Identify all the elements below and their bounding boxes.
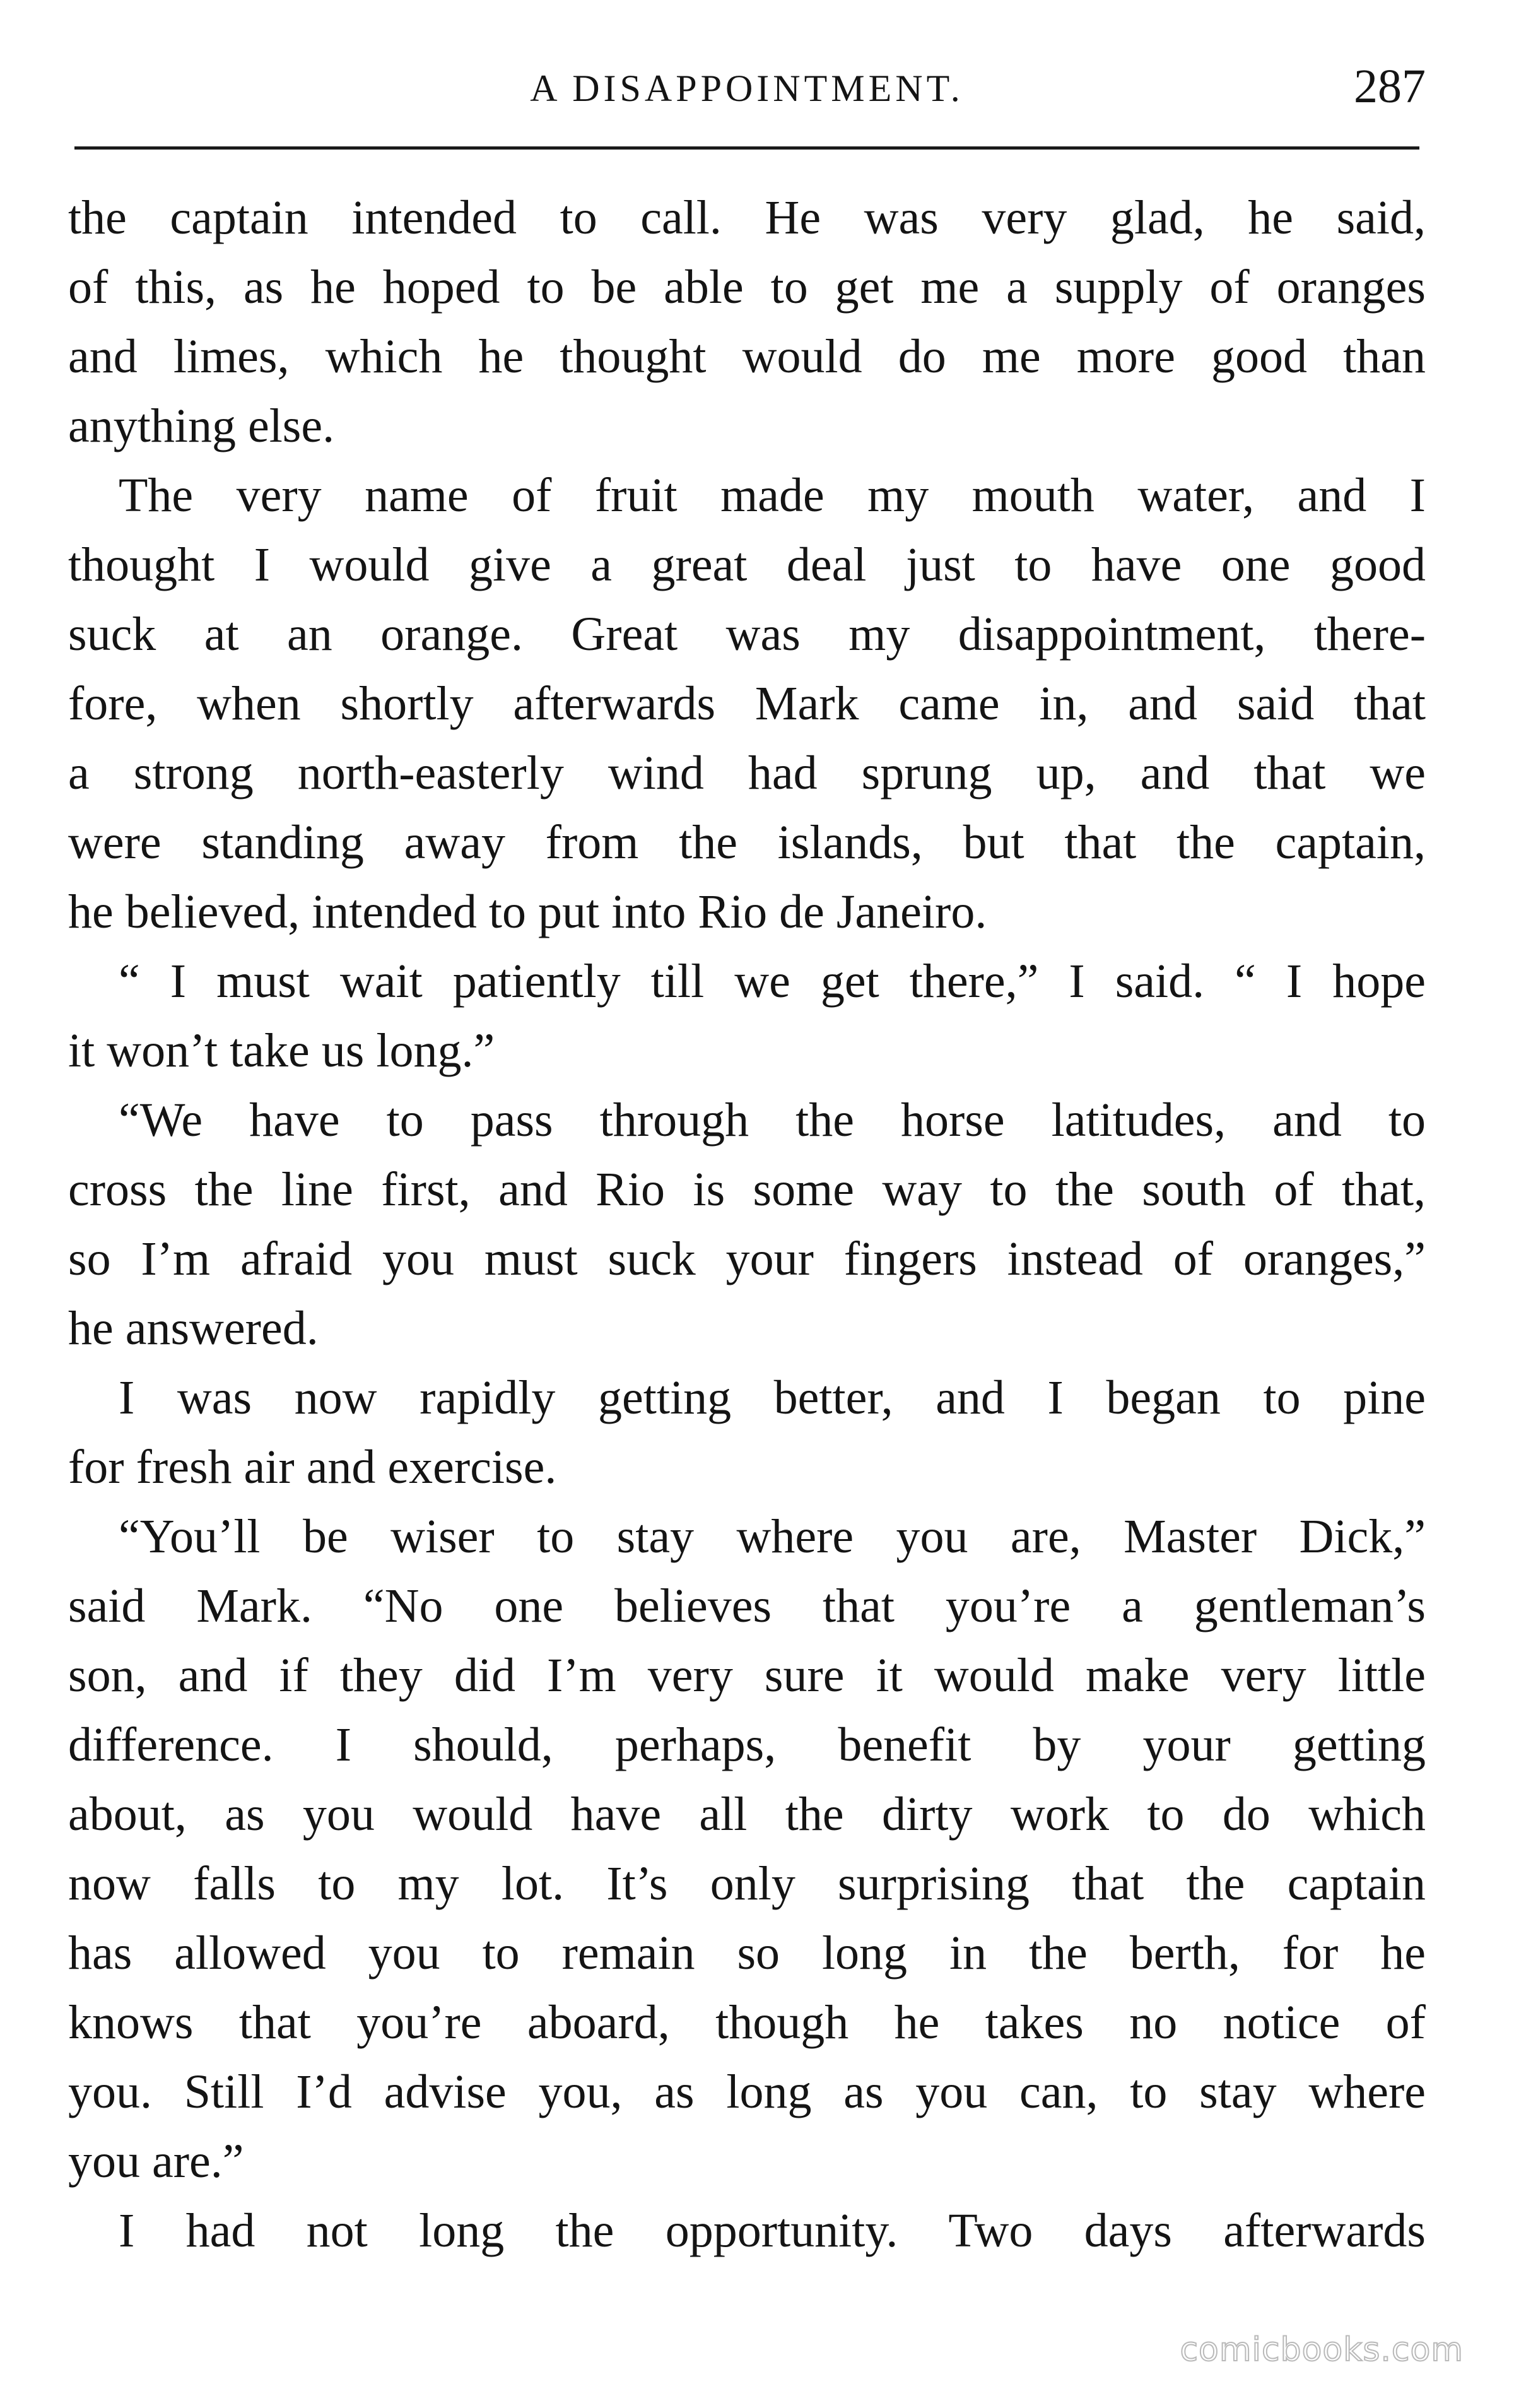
text-line: for fresh air and exercise. [68, 1441, 557, 1494]
text-line: he answered. [68, 1302, 319, 1355]
page-body [68, 183, 1426, 2265]
text-line: fore, when shortly afterwards Mark came in, and said that [68, 677, 1426, 730]
text-line: difference. I should, perhaps, benefit by your getting [68, 1718, 1426, 1771]
text-line: I was now rapidly getting better, and I began to pine [119, 1371, 1426, 1424]
text-line: “We have to pass through the horse latitudes, and to [119, 1094, 1426, 1147]
text-line: son, and if they did I’m very sure it would make very little [68, 1649, 1426, 1702]
paragraph [68, 461, 1426, 947]
text-line: it won’t take us long.” [68, 1024, 495, 1077]
paragraph [68, 1502, 1426, 2196]
paragraph [68, 2196, 1426, 2265]
paragraph [68, 1085, 1426, 1363]
text-line: now falls to my lot. It’s only surprising that the captain [68, 1857, 1426, 1910]
text-line: The very name of fruit made my mouth water, and I [119, 469, 1426, 522]
paragraph [68, 1363, 1426, 1502]
page-header [68, 58, 1426, 127]
text-line: anything else. [68, 399, 335, 452]
text-line: you are.” [68, 2135, 244, 2188]
header-rule [74, 146, 1419, 150]
text-line: “You’ll be wiser to stay where you are, Master Dick,” [119, 1510, 1426, 1563]
text-line: you. Still I’d advise you, as long as you can, to stay where [68, 2065, 1426, 2118]
text-line: “ I must wait patiently till we get there,” I said. “ I hope [119, 955, 1426, 1008]
text-line: about, as you would have all the dirty work to do which [68, 1788, 1426, 1841]
text-line: thought I would give a great deal just to have one good [68, 538, 1426, 591]
text-line: of this, as he hoped to be able to get me a supply of oranges [68, 261, 1426, 314]
text-line: said Mark. “No one believes that you’re a gentleman’s [68, 1579, 1426, 1632]
paragraph [68, 183, 1426, 461]
watermark-logo: comicbooks.com [1180, 2331, 1464, 2369]
text-line: the captain intended to call. He was very glad, he said, [68, 191, 1426, 244]
text-line: I had not long the opportunity. Two days afterwards [119, 2204, 1426, 2257]
running-title: A DISAPPOINTMENT. [530, 68, 964, 109]
text-line: he believed, intended to put into Rio de Janeiro. [68, 885, 987, 938]
text-line: were standing away from the islands, but that the captain, [68, 816, 1426, 869]
paragraph [68, 947, 1426, 1085]
text-line: and limes, which he thought would do me more good than [68, 330, 1426, 383]
text-line: a strong north-easterly wind had sprung up, and that we [68, 747, 1426, 800]
text-line: suck at an orange. Great was my disappointment, there- [68, 608, 1426, 661]
page-number: 287 [1354, 60, 1426, 113]
text-line: has allowed you to remain so long in the berth, for he [68, 1927, 1426, 1980]
text-line: so I’m afraid you must suck your fingers instead of oranges,” [68, 1232, 1426, 1285]
text-line: cross the line first, and Rio is some way to the south of that, [68, 1163, 1426, 1216]
text-line: knows that you’re aboard, though he takes no notice of [68, 1996, 1426, 2049]
